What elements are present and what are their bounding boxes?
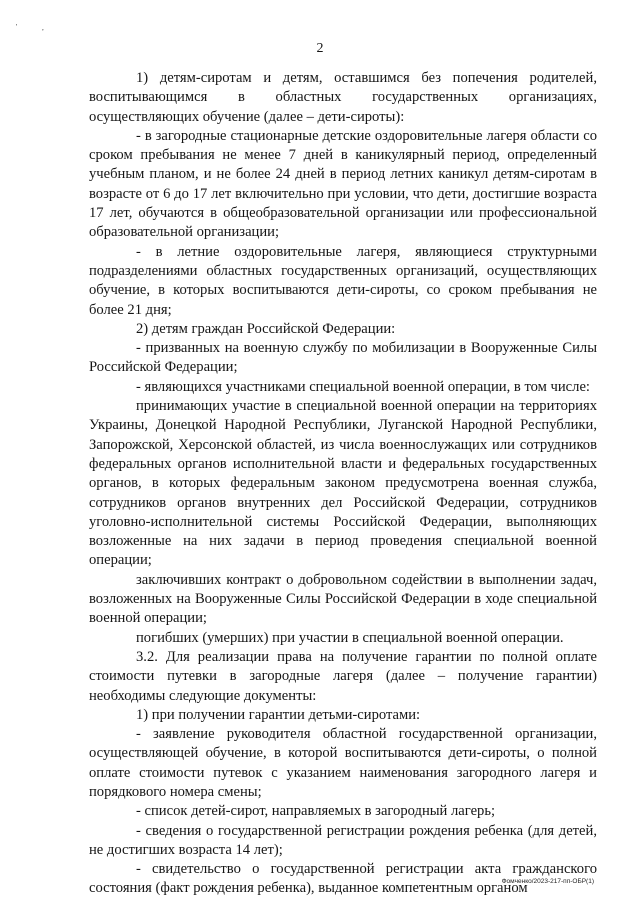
- scan-speck: ,: [42, 24, 44, 32]
- paragraph-svo-territories: принимающих участие в специальной военной операции на территориях Украины, Донецкой Народной Республики, Луганской Народной Республики, Запорожской, Херсонской областей, из числа военнослужащих или сотрудников федеральных органов исполнительной власти и федеральных государственных органов, в которых федеральным законом предусмотрена военная служба, сотрудников органов внутренних дел Российской Федерации, сотрудников уголовно-исполнительной системы Российской Федерации, выполняющих возложенные на них задачи в период проведения специальной военной операции;: [89, 398, 597, 569]
- paragraph-director-application: - заявление руководителя областной государственной организации, осуществляющей обучение, в которой воспитываются дети-сироты, о полной оплате стоимости путевок с указанием наименования загородного лагеря и порядкового номера смены;: [89, 726, 597, 800]
- paragraph-orphans-intro: 1) детям-сиротам и детям, оставшимся без попечения родителей, воспитывающимся в областных государственных организациях, осуществляющих обучение (далее – дети-сироты):: [89, 70, 597, 125]
- paragraph-citizens-children: 2) детям граждан Российской Федерации:: [136, 320, 396, 337]
- footer-document-code: Фомченко/2023-217-пп-ОБР(1): [501, 878, 594, 885]
- paragraph-summer-camps: - в летние оздоровительные лагеря, являющиеся структурными подразделениями областных государственных организаций, осуществляющих обучение, в которых воспитываются дети-сироты, со сроком пребывания не более 21 дня;: [89, 243, 597, 318]
- paragraph-orphans-guarantee: 1) при получении гарантии детьми-сиротами:: [136, 706, 421, 723]
- paragraph-svo-participants: - являющихся участниками специальной военной операции, в том числе:: [136, 378, 590, 395]
- paragraph-country-camps: - в загородные стационарные детские оздоровительные лагеря области со сроком пребывания не менее 7 дней в каникулярный период, определенный учебным планом, и не более 24 дней в период летних каникул детям-сиротам в возрасте от 6 до 17 лет включительно при условии, что дети, достигшие возраста 17 лет, обучаются в общеобразовательной организации или профессиональной образовательной организации;: [89, 127, 597, 241]
- paragraph-mobilized: - призванных на военную службу по мобилизации в Вооруженные Силы Российской Федерации;: [89, 340, 597, 376]
- paragraph-volunteer-contract: заключивших контракт о добровольном содействии в выполнении задач, возложенных на Вооруженные Силы Российской Федерации в ходе специальной военной операции;: [89, 571, 597, 627]
- paragraph-deceased: погибших (умерших) при участии в специальной военной операции.: [136, 629, 564, 646]
- document-body: [89, 69, 597, 899]
- page-number: 2: [316, 41, 324, 56]
- paragraph-orphans-list: - список детей-сирот, направляемых в загородный лагерь;: [136, 803, 496, 820]
- paragraph-birth-registration: - сведения о государственной регистрации рождения ребенка (для детей, не достигших возраста 14 лет);: [89, 822, 597, 858]
- scan-speck: ': [16, 23, 18, 31]
- paragraph-civil-certificate: - свидетельство о государственной регистрации акта гражданского состояния (факт рождения ребенка), выданное компетентным органом: [89, 861, 597, 897]
- paragraph-section-3-2: 3.2. Для реализации права на получение гарантии по полной оплате стоимости путевки в загородные лагеря (далее – получение гарантии) необходимы следующие документы:: [89, 648, 597, 704]
